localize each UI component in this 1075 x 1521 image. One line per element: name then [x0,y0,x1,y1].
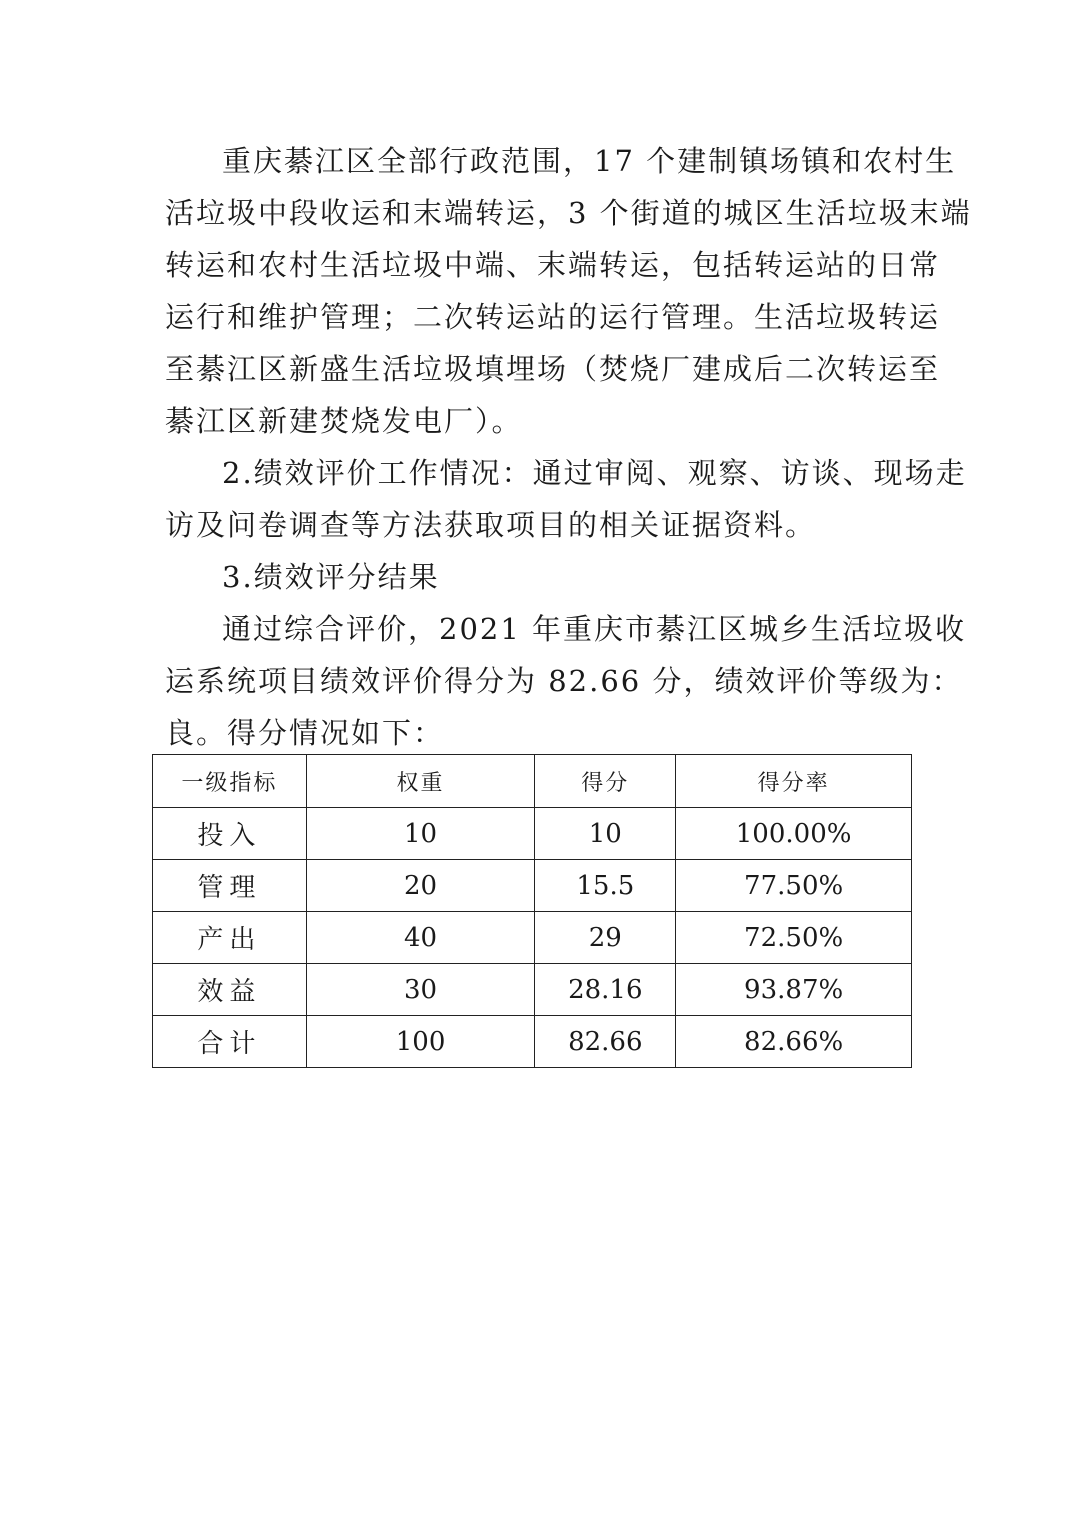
score-cell: 29 [535,912,676,964]
score-cell: 10 [535,808,676,860]
paragraph-line: 转运和农村生活垃圾中端、末端转运，包括转运站的日常 [165,248,941,282]
table-row [153,964,912,1016]
score-table [152,754,912,1068]
indicator-cell: 合计 [153,1016,307,1068]
header-score: 得分 [535,755,676,808]
table-row [153,860,912,912]
weight-cell: 10 [306,808,535,860]
weight-cell: 20 [306,860,535,912]
paragraph-line: 2.绩效评价工作情况：通过审阅、观察、访谈、现场走 [222,456,967,490]
score-rate-cell: 82.66% [676,1016,912,1068]
score-rate-cell: 100.00% [676,808,912,860]
table-header-row [153,755,912,808]
score-rate-cell: 93.87% [676,964,912,1016]
paragraph-line: 访及问卷调查等方法获取项目的相关证据资料。 [165,508,817,542]
header-indicator: 一级指标 [153,755,307,808]
weight-cell: 40 [306,912,535,964]
weight-cell: 100 [306,1016,535,1068]
indicator-cell: 投入 [153,808,307,860]
table-total-row [153,1016,912,1068]
table-row [153,808,912,860]
score-rate-cell: 77.50% [676,860,912,912]
weight-cell: 30 [306,964,535,1016]
indicator-cell: 效益 [153,964,307,1016]
table-row [153,912,912,964]
paragraph-line: 重庆綦江区全部行政范围，17 个建制镇场镇和农村生 [222,144,957,178]
header-score-rate: 得分率 [676,755,912,808]
score-cell: 28.16 [535,964,676,1016]
score-cell: 15.5 [535,860,676,912]
score-rate-cell: 72.50% [676,912,912,964]
paragraph-line: 运行和维护管理；二次转运站的运行管理。生活垃圾转运 [165,300,941,334]
indicator-cell: 管理 [153,860,307,912]
indicator-cell: 产出 [153,912,307,964]
paragraph-line: 活垃圾中段收运和末端转运，3 个街道的城区生活垃圾末端 [165,196,972,230]
paragraph-line: 运系统项目绩效评价得分为 82.66 分，绩效评价等级为： [165,664,963,698]
paragraph-line: 至綦江区新盛生活垃圾填埋场（焚烧厂建成后二次转运至 [165,352,941,386]
paragraph-line: 綦江区新建焚烧发电厂）。 [165,404,523,438]
header-weight: 权重 [306,755,535,808]
section-heading: 3.绩效评分结果 [222,560,440,594]
paragraph-line: 通过综合评价，2021 年重庆市綦江区城乡生活垃圾收 [222,612,967,646]
score-cell: 82.66 [535,1016,676,1068]
paragraph-line: 良。得分情况如下： [165,716,445,750]
